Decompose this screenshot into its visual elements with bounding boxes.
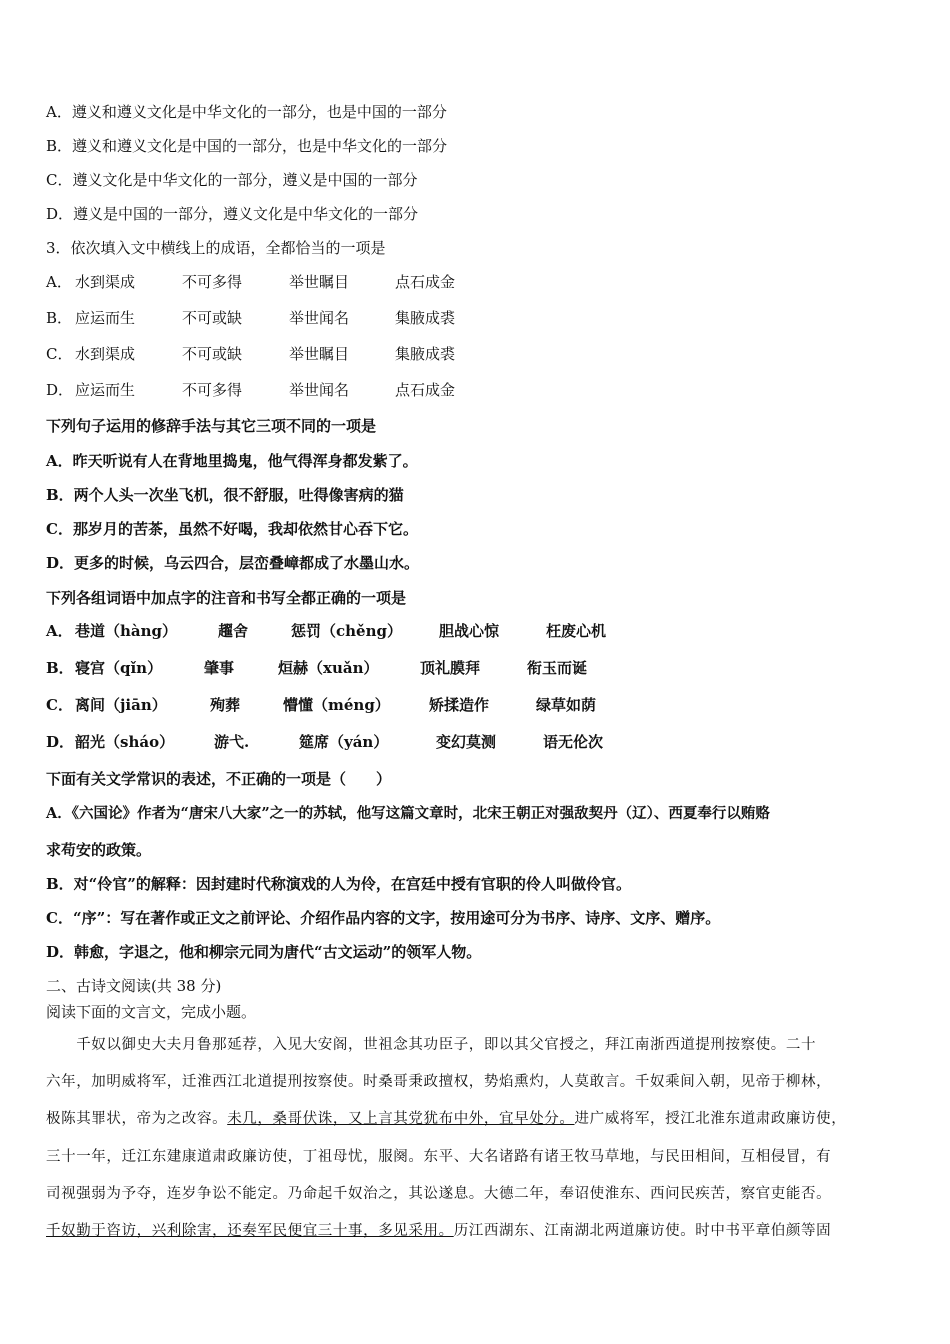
idiom: 不可或缺 <box>182 345 243 363</box>
passage-line-6 <box>46 1222 906 1240</box>
option-label: C． <box>46 696 73 714</box>
idiom: 举世闻名 <box>289 309 350 327</box>
q4-stem: 下列句子运用的修辞手法与其它三项不同的一项是 <box>46 417 377 435</box>
q6-option-a: A．《六国论》作者为“唐宋八大家”之一的苏轼，他写这篇文章时，北宋王朝正对强敌契丹（辽）、西夏奉行以贿赂 <box>46 805 770 822</box>
option-label: A． <box>46 273 72 291</box>
option-label: B． <box>46 309 73 327</box>
idiom: 水到渠成 <box>75 345 136 363</box>
word: 烜赫（xuǎn） <box>278 659 379 677</box>
q4-option-c: C．那岁月的苦茶，虽然不好喝，我却依然甘心吞下它。 <box>46 520 418 538</box>
word: 韶光（sháo） <box>75 733 175 751</box>
idiom: 集腋成裘 <box>395 345 456 363</box>
idiom: 不可多得 <box>182 273 243 291</box>
word: 殉葬 <box>210 696 241 714</box>
idiom: 水到渠成 <box>75 273 136 291</box>
idiom: 举世瞩目 <box>289 345 350 363</box>
q6-option-d: D．韩愈，字退之，他和柳宗元同为唐代“古文运动”的领军人物。 <box>46 943 482 961</box>
passage-text: 极陈其罪状，帝为之改容。 <box>46 1111 228 1127</box>
word: 胆战心惊 <box>439 622 500 640</box>
word: 衔玉而诞 <box>527 659 588 677</box>
word: 筵席（yán） <box>299 733 389 751</box>
q6-option-a-cont: 求苟安的政策。 <box>46 841 152 859</box>
passage-text: 历江西湖东、江南湖北两道廉访使。时中书平章伯颜等固 <box>453 1223 832 1239</box>
word: 语无伦次 <box>543 733 604 751</box>
q4-option-d: D．更多的时候，乌云四合，层峦叠嶂都成了水墨山水。 <box>46 554 420 572</box>
q2-option-b: B．遵义和遵义文化是中国的一部分，也是中华文化的一部分 <box>46 137 448 155</box>
passage-line-4: 三十一年，迁江东建康道肃政廉访使，丁祖母忧，服阕。东平、大名诸路有诸王牧马草地，与民田相间，互相侵冒，有 <box>46 1149 832 1165</box>
word: 离间（jiān） <box>75 696 167 714</box>
word: 矫揉造作 <box>429 696 490 714</box>
word: 枉废心机 <box>546 622 607 640</box>
option-label: C． <box>46 345 73 363</box>
q2-option-a: A．遵义和遵义文化是中华文化的一部分，也是中国的一部分 <box>46 103 447 121</box>
passage-line-2: 六年，加明威将军，迁淮西江北道提刑按察使。时桑哥秉政擅权，势焰熏灼，人莫敢言。千奴乘间入朝，见帝于柳林， <box>46 1074 832 1090</box>
word: 巷道（hàng） <box>75 622 178 640</box>
q5-stem: 下列各组词语中加点字的注音和书写全都正确的一项是 <box>46 589 407 607</box>
q6-stem: 下面有关文学常识的表述，不正确的一项是（ ） <box>46 770 392 788</box>
idiom: 应运而生 <box>75 309 136 327</box>
passage-text: 进广威将军，授江北淮东道肃政廉访使， <box>574 1111 847 1127</box>
idiom: 点石成金 <box>395 273 456 291</box>
option-label: A． <box>46 622 73 640</box>
word: 寝宫（qǐn） <box>75 659 163 677</box>
word: 顶礼膜拜 <box>420 659 481 677</box>
idiom: 举世瞩目 <box>289 273 350 291</box>
word: 懵懂（méng） <box>283 696 390 714</box>
word: 变幻莫测 <box>436 733 497 751</box>
q2-option-c: C．遵义文化是中华文化的一部分，遵义是中国的一部分 <box>46 171 418 189</box>
option-label: D． <box>46 381 74 399</box>
passage-line-5: 司视强弱为予夺，连岁争讼不能定。乃命起千奴治之，其讼遂息。大德二年，奉诏使淮东、西问民疾苦，察官吏能否。 <box>46 1186 832 1202</box>
underlined-sentence: 未几，桑哥伏诛，又上言其党犹布中外，宜早处分。 <box>227 1111 575 1127</box>
word: 游弋. <box>214 733 250 751</box>
word: 肇事 <box>204 659 235 677</box>
option-label: D． <box>46 733 75 751</box>
option-label: B． <box>46 659 74 677</box>
underlined-sentence: 千奴勤于咨访，兴利除害，还奏军民便宜三十事，多见采用。 <box>46 1223 454 1239</box>
passage-line-3 <box>46 1110 906 1128</box>
passage-line-1: 千奴以御史大夫月鲁那延荐，入见大安阁，世祖念其功臣子，即以其父官授之，拜江南浙西道提刑按察使。二十 <box>46 1037 817 1053</box>
word: 绿草如荫 <box>536 696 597 714</box>
word: 惩罚（chěng） <box>291 622 402 640</box>
word: 趯舍 <box>218 622 249 640</box>
idiom: 不可多得 <box>182 381 243 399</box>
q6-option-b: B．对“伶官”的解释：因封建时代称演戏的人为伶，在宫廷中授有官职的伶人叫做伶官。 <box>46 875 631 893</box>
q3-stem: 3．依次填入文中横线上的成语，全都恰当的一项是 <box>46 239 386 257</box>
q2-option-d: D．遵义是中国的一部分，遵义文化是中华文化的一部分 <box>46 205 419 223</box>
idiom: 点石成金 <box>395 381 456 399</box>
q6-option-c: C．“序”：写在著作或正文之前评论、介绍作品内容的文字，按用途可分为书序、诗序、文序、赠序。 <box>46 909 721 927</box>
q4-option-b: B．两个人头一次坐飞机，很不舒服，吐得像害病的猫 <box>46 486 404 504</box>
idiom: 集腋成裘 <box>395 309 456 327</box>
idiom: 举世闻名 <box>289 381 350 399</box>
section-heading: 二、古诗文阅读(共 38 分) <box>46 977 222 995</box>
idiom: 不可或缺 <box>182 309 243 327</box>
q4-option-a: A．昨天听说有人在背地里捣鬼，他气得浑身都发紫了。 <box>46 452 418 470</box>
idiom: 应运而生 <box>75 381 136 399</box>
section-instruction: 阅读下面的文言文，完成小题。 <box>46 1003 257 1021</box>
